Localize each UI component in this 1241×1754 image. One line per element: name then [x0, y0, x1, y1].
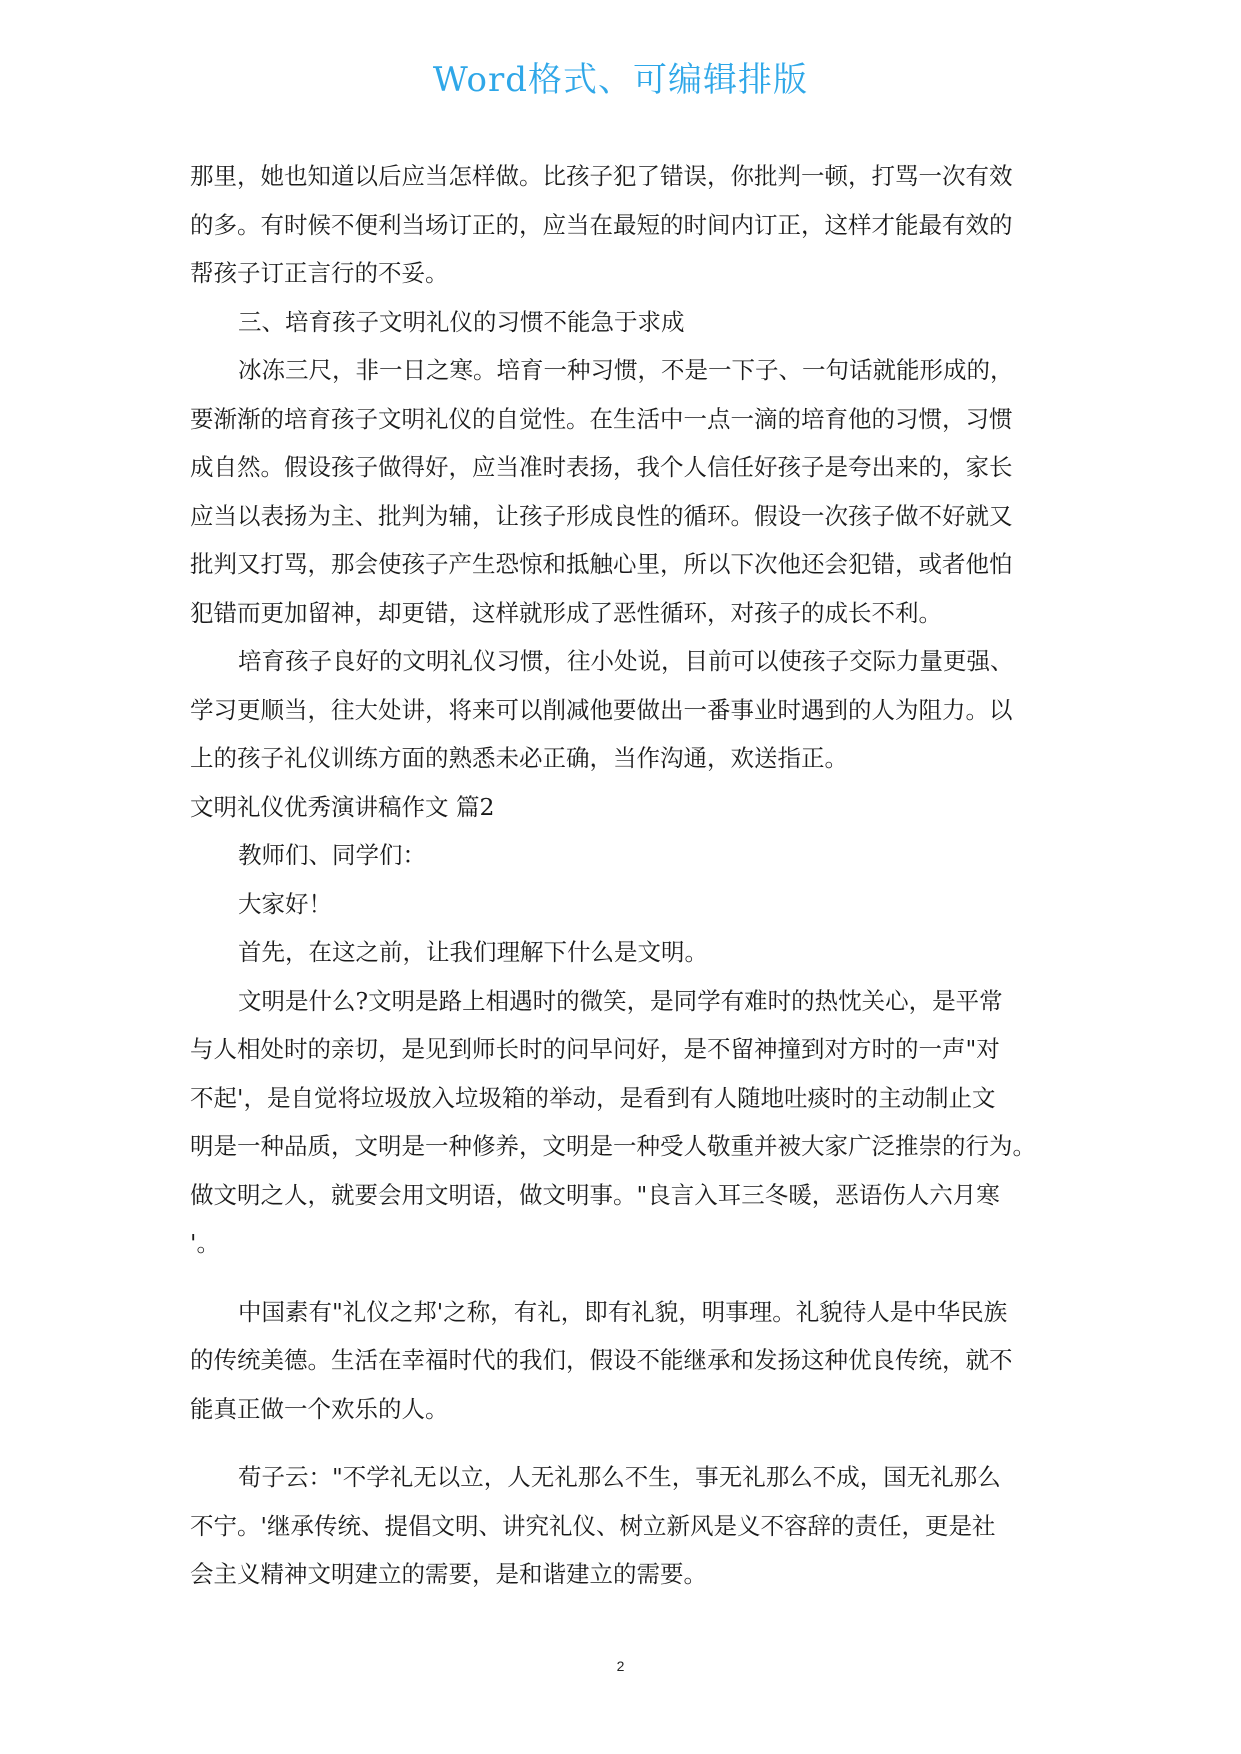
body-line: 冰冻三尺，非一日之寒。培育一种习惯，不是一下子、一句话就能形成的，: [238, 356, 1014, 384]
body-line: 犯错而更加留神，却更错，这样就形成了恶性循环，对孩子的成长不利。: [190, 598, 942, 627]
body-line: 培育孩子良好的文明礼仪习惯，往小处说，目前可以使孩子交际力量更强、: [238, 647, 1014, 675]
body-line: 要渐渐的培育孩子文明礼仪的自觉性。在生活中一点一滴的培育他的习惯，习惯: [190, 404, 1013, 433]
body-line: 做文明之人，就要会用文明语，做文明事。"良言入耳三冬暖，恶语伤人六月寒: [190, 1180, 1000, 1209]
body-line: 不宁。'继承传统、提倡文明、讲究礼仪、树立新风是义不容辞的责任，更是社: [190, 1511, 996, 1540]
page-number: 2: [616, 1658, 625, 1674]
paragraph-gap: [190, 1268, 1050, 1288]
body-line: 首先，在这之前，让我们理解下什么是文明。: [238, 938, 708, 966]
body-line: 批判又打骂，那会使孩子产生恐惊和抵触心里，所以下次他还会犯错，或者他怕: [190, 550, 1013, 578]
body-line: 荀子云："不学礼无以立，人无礼那么不生，事无礼那么不成，国无礼那么: [238, 1463, 1001, 1491]
document-body: [190, 152, 1050, 1599]
body-line: 明是一种品质，文明是一种修养，文明是一种受人敬重并被大家广泛推崇的行为。: [190, 1132, 1036, 1160]
body-line: 那里，她也知道以后应当怎样做。比孩子犯了错误，你批判一顿，打骂一次有效: [190, 162, 1013, 190]
body-line: 的传统美德。生活在幸福时代的我们，假设不能继承和发扬这种优良传统，就不: [190, 1346, 1013, 1374]
article-title: 文明礼仪优秀演讲稿作文 篇2: [190, 792, 495, 821]
header-title: Word格式、可编辑排版: [432, 60, 809, 100]
body-line: 能真正做一个欢乐的人。: [190, 1394, 449, 1423]
greeting-line: 教师们、同学们：: [238, 841, 426, 869]
body-line: 上的孩子礼仪训练方面的熟悉未必正确，当作沟通，欢送指正。: [190, 744, 848, 772]
body-line: 成自然。假设孩子做得好，应当准时表扬，我个人信任好孩子是夸出来的，家长: [190, 453, 1013, 481]
section-heading: 三、培育孩子文明礼仪的习惯不能急于求成: [238, 307, 685, 336]
body-line: 不起'，是自觉将垃圾放入垃圾箱的举动，是看到有人随地吐痰时的主动制止文: [190, 1083, 996, 1112]
body-line: 中国素有"礼仪之邦'之称，有礼，即有礼貌，明事理。礼貌待人是中华民族: [238, 1297, 1008, 1326]
paragraph-gap: [190, 1433, 1050, 1453]
body-line: 学习更顺当，往大处讲，将来可以削减他要做出一番事业时遇到的人为阻力。以: [190, 695, 1013, 724]
body-line: 与人相处时的亲切，是见到师长时的问早问好，是不留神撞到对方时的一声"对: [190, 1035, 1000, 1063]
body-line: 的多。有时候不便利当场订正的，应当在最短的时间内订正，这样才能最有效的: [190, 210, 1013, 239]
body-line: 帮孩子订正言行的不妥。: [190, 259, 449, 287]
greeting-line: 大家好！: [238, 889, 332, 918]
body-line: 应当以表扬为主、批判为辅，让孩子形成良性的循环。假设一次孩子做不好就又: [190, 501, 1013, 530]
body-line: 文明是什么?文明是路上相遇时的微笑，是同学有难时的热忱关心，是平常: [238, 986, 1003, 1015]
body-line: '。: [190, 1229, 220, 1257]
body-line: 会主义精神文明建立的需要，是和谐建立的需要。: [190, 1560, 707, 1588]
